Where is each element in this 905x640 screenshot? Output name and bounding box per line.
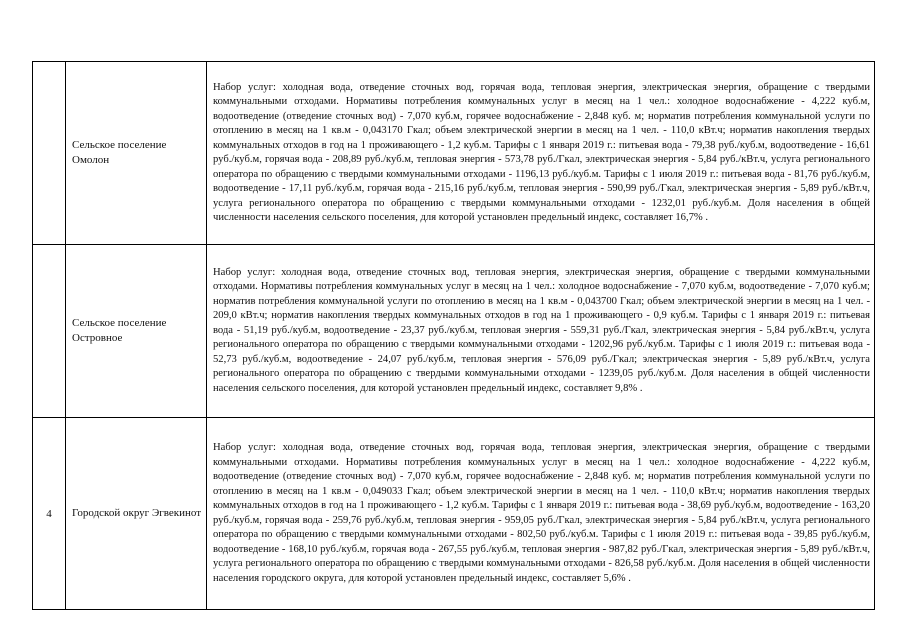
row-number: 4 [33,418,66,610]
table-row [33,245,875,418]
table-row [33,418,875,610]
services-description: Набор услуг: холодная вода, отведение сточных вод, горячая вода, тепловая энергия, электрическая энергия, обращение с твердыми коммунальными отходами. Нормативы потребления коммунальных услуг в месяц на 1 чел.: холодное водоснабжение - 4,222 куб.м, водоотведение (отведение сточных вод) - 7,070 куб.м, горячее водоснабжение - 2,848 куб. м; норматив потребления коммунальной услуги по отоплению в месяц на 1 кв.м - 0,049033 Гкал; объем электрической энергии в месяц на 1 чел. - 110,0 кВт.ч; норматив накопления твердых коммунальных отходов в год на 1 проживающего - 1,2 куб.м. Тарифы с 1 января 2019 г.: питьевая вода - 38,69 руб./куб.м, водоотведение - 163,20 руб./куб.м, горячая вода - 259,76 руб./куб.м, тепловая энергия - 959,05 руб./Гкал, электрическая энергия - 5,84 руб./кВт.ч, услуга регионального оператора по обращению с твердыми коммунальными отходами - 802,50 руб./куб.м. Тарифы с 1 июля 2019 г.: питьевая вода - 39,85 руб./куб.м, водоотведение - 168,10 руб./куб.м, горячая вода - 267,55 руб./куб.м, тепловая энергия - 987,82 руб./Гкал, электрическая энергия - 5,89 руб./кВт.ч, услуга регионального оператора по обращению с твердыми коммунальными отходами - 826,58 руб./куб.м. Доля населения в общей численности населения городского округа, для которой установлен предельный индекс, составляет 5,6% . [207,418,875,610]
row-number [33,62,66,245]
settlement-name: Городской округ Эгвекинот [66,418,207,610]
settlement-name: Сельское поселение Омолон [66,62,207,245]
services-description: Набор услуг: холодная вода, отведение сточных вод, горячая вода, тепловая энергия, электрическая энергия, обращение с твердыми коммунальными отходами. Нормативы потребления коммунальных услуг в месяц на 1 чел.: холодное водоснабжение - 4,222 куб.м, водоотведение (отведение сточных вод) - 7,070 куб.м, горячее водоснабжение - 2,848 куб. м; норматив потребления коммунальной услуги по отоплению в месяц на 1 кв.м - 0,043170 Гкал; объем электрической энергии в месяц на 1 чел. - 110,0 кВт.ч; норматив накопления твердых коммунальных отходов в год на 1 проживающего - 1,2 куб.м. Тарифы с 1 января 2019 г.: питьевая вода - 79,38 руб./куб.м, водоотведение - 16,61 руб./куб.м, горячая вода - 208,89 руб./куб.м, тепловая энергия - 573,78 руб./Гкал, электрическая энергия - 5,84 руб./кВт.ч, услуга регионального оператора по обращению с твердыми коммунальными отходами - 1196,13 руб./куб.м. Тарифы с 1 июля 2019 г.: питьевая вода - 81,76 руб./куб.м, водоотведение - 17,11 руб./куб.м, горячая вода - 215,16 руб./куб.м, тепловая энергия - 590,99 руб./Гкал, электрическая энергия - 5,89 руб./кВт.ч, услуга регионального оператора по обращению с твердыми коммунальными отходами - 1232,01 руб./куб.м. Доля населения в общей численности населения сельского поселения, для которой установлен предельный индекс, составляет 16,7% . [207,62,875,245]
tariff-table [32,61,875,610]
row-number [33,245,66,418]
settlement-name: Сельское поселение Островное [66,245,207,418]
table-row [33,62,875,245]
services-description: Набор услуг: холодная вода, отведение сточных вод, тепловая энергия, электрическая энергия, обращение с твердыми коммунальными отходами. Нормативы потребления коммунальных услуг в месяц на 1 чел.: холодное водоснабжение - 7,070 куб.м, водоотведение - 7,070 куб.м; норматив потребления коммунальной услуги по отоплению в месяц на 1 кв.м - 0,043700 Гкал; объем электрической энергии в месяц на 1 чел. - 209,0 кВт.ч; норматив накопления твердых коммунальных отходов в год на 1 проживающего - 0,9 куб.м. Тарифы с 1 января 2019 г.: питьевая вода - 51,19 руб./куб.м, водоотведение - 23,37 руб./куб.м, тепловая энергия - 559,31 руб./Гкал, электрическая энергия - 5,84 руб./кВт.ч, услуга регионального оператора по обращению с твердыми коммунальными отходами - 1202,96 руб./куб.м. Тарифы с 1 июля 2019 г.: питьевая вода - 52,73 руб./куб.м, водоотведение - 24,07 руб./куб.м, тепловая энергия - 576,09 руб./Гкал; электрическая энергия - 5,89 руб./кВт.ч, услуга регионального оператора по обращению с твердыми коммунальными отходами - 1239,05 руб./куб.м. Доля населения в общей численности населения сельского поселения, для которой установлен предельный индекс, составляет 9,8% . [207,245,875,418]
